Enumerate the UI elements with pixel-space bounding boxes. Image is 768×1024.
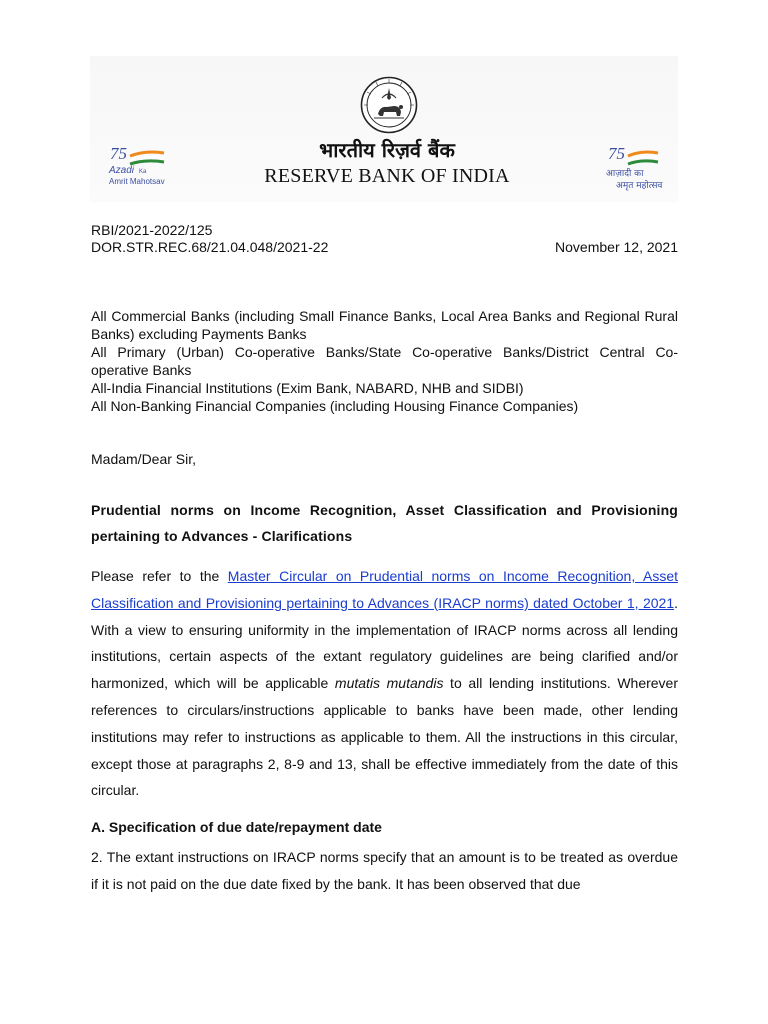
circular-subject: Prudential norms on Income Recognition, Asset Classification and Provisioning pertaining to Advances - Clarifications [91,502,678,544]
dor-reference-number: DOR.STR.REC.68/21.04.048/2021-22 [91,239,329,255]
addressee-item: All-India Financial Institutions (Exim Bank, NABARD, NHB and SIDBI) [91,380,524,396]
logo-text-amrit-mahotsav: Amrit Mahotsav [109,177,165,186]
logo-text-hindi-2: अमृत महोत्सव [616,181,663,191]
logo-text-hindi-1: आज़ादी का [606,169,644,179]
master-circular-link[interactable]: Master Circular on Prudential norms on Income Recognition, Asset Classification and Provisioning pertaining to Advances (IRACP norms) dated October 1, 2021 [91,568,678,611]
addressee-list [91,307,678,415]
logo-numeral: 75 [110,144,127,163]
section-a-heading: A. Specification of due date/repayment date [91,819,382,835]
salutation: Madam/Dear Sir, [91,451,197,467]
intro-text-2: to all lending institutions. Wherever references to circulars/instructions applicable to banks have been made, other lending institutions may refer to instructions as applicable to them. All the instructions in this circular, except those at paragraphs 2, 8-9 and 13, shall be effective immediately from the date of this circular. [91,675,679,799]
azadi-ka-amrit-mahotsav-hindi-logo [602,144,672,194]
addressee-item: All Commercial Banks (including Small Finance Banks, Local Area Banks and Regional Rural Banks) excluding Payments Banks [91,308,678,342]
rbi-emblem-icon [360,76,418,134]
flag-swoosh-icon [128,150,166,166]
addressee-item: All Primary (Urban) Co-operative Banks/State Co-operative Banks/District Central Co-operative Banks [91,344,678,378]
circular-date: November 12, 2021 [555,239,678,255]
bank-name-english: RESERVE BANK OF INDIA [264,165,510,187]
azadi-ka-amrit-mahotsav-logo [108,144,178,190]
addressee-item: All Non-Banking Financial Companies (including Housing Finance Companies) [91,398,579,414]
flag-swoosh-icon-right [626,150,660,166]
intro-paragraph [91,563,678,804]
reference-block [91,222,678,256]
logo-text-ka: Ka [139,169,147,175]
paragraph-2: 2. The extant instructions on IRACP norms specify that an amount is to be treated as overdue if it is not paid on the due date fixed by the bank. It has been observed that due [91,849,678,892]
intro-text-1: . With a view to ensuring uniformity in the implementation of IRACP norms across all lending institutions, certain aspects of the extant regulatory guidelines are being clarified and/or harmonized, which will be applicable [91,594,678,692]
intro-lead: Please refer to the [91,568,228,584]
logo-text-azadi: Azadi [109,165,135,176]
rbi-reference-number: RBI/2021-2022/125 [91,222,213,238]
bank-name-hindi: भारतीय रिज़र्व बैंक [319,138,455,162]
logo-numeral-right: 75 [608,144,625,163]
intro-italic-phrase: mutatis mutandis [334,675,444,692]
